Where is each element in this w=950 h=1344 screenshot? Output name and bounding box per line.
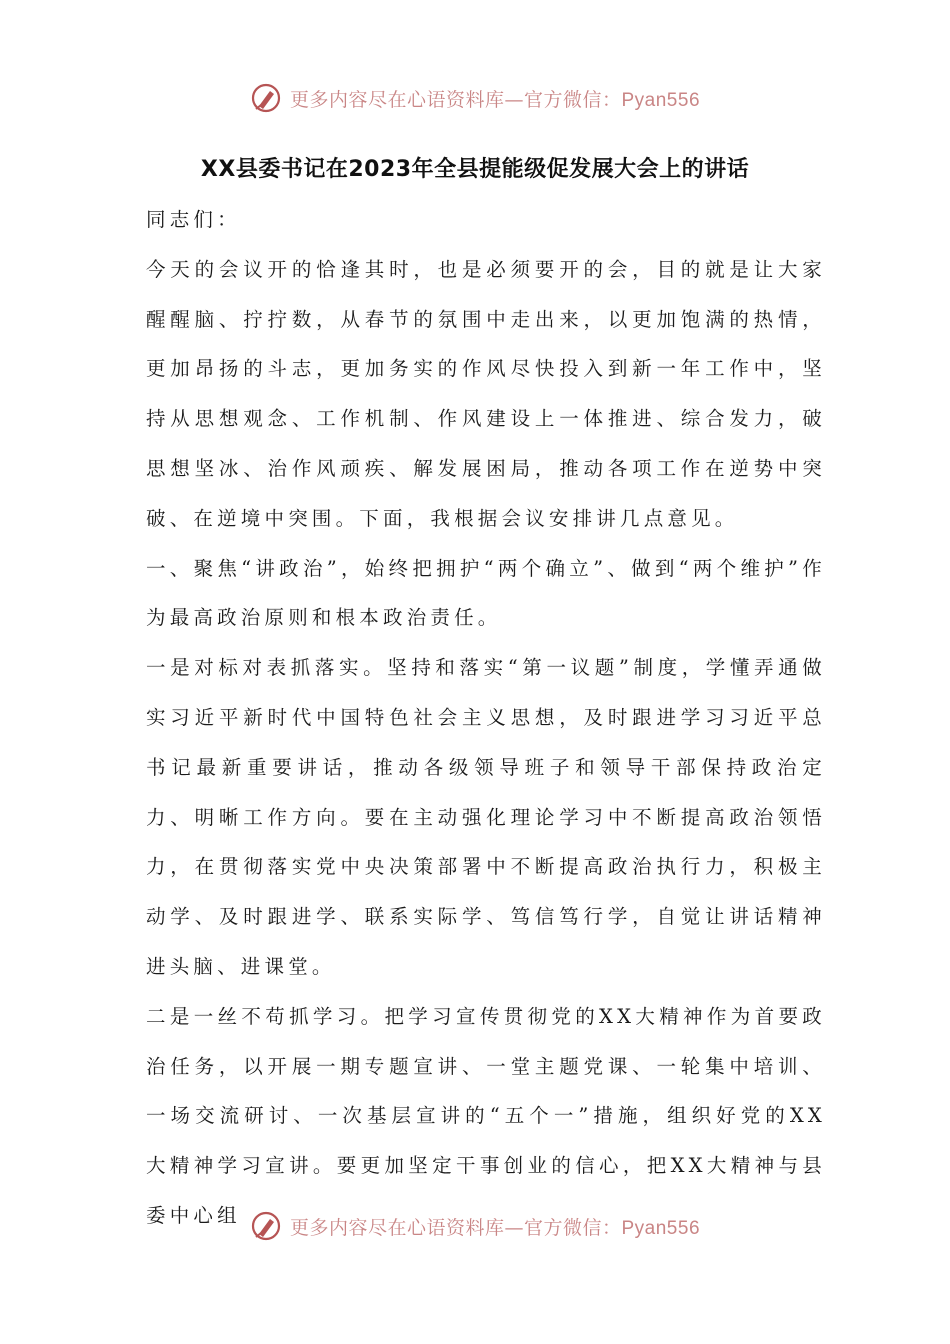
- pen-nib-circle-icon: [250, 1210, 282, 1242]
- header-watermark-banner: [0, 82, 950, 114]
- point-1-paragraph: 一是对标对表抓落实。坚持和落实“第一议题”制度，学懂弄通做实习近平新时代中国特色社会主义思想，及时跟进学习习近平总书记最新重要讲话，推动各级领导班子和领导干部保持政治定力、明晰工作方向。要在主动强化理论学习中不断提高政治领悟力，在贯彻落实党中央决策部署中不断提高政治执行力，积极主动学、及时跟进学、联系实际学、笃信笃行学，自觉让讲话精神进头脑、进课堂。: [146, 656, 826, 978]
- banner-text: [290, 85, 700, 112]
- section-heading-1: 一、聚焦“讲政治”，始终把拥护“两个确立”、做到“两个维护”作为最高政治原则和根本政治责任。: [146, 556, 826, 630]
- salutation: 同志们：: [146, 208, 241, 231]
- banner-wechat-id: Pyan556: [621, 1217, 701, 1239]
- footer-watermark-banner: [0, 1210, 950, 1242]
- point-2-paragraph: 二是一丝不苟抓学习。把学习宣传贯彻党的XX大精神作为首要政治任务，以开展一期专题宣讲、一堂主题党课、一轮集中培训、一场交流研讨、一次基层宣讲的“五个一”措施，组织好党的XX大精神学习宣讲。要更加坚定干事创业的信心，把XX大精神与县委中心组: [146, 1004, 826, 1227]
- pen-nib-circle-icon: [250, 82, 282, 114]
- banner-separator: —: [504, 1216, 524, 1239]
- banner-slogan: 更多内容尽在心语资料库: [289, 88, 505, 111]
- banner-wechat-label: 官方微信：: [523, 1216, 622, 1239]
- intro-paragraph: 今天的会议开的恰逢其时，也是必须要开的会，目的就是让大家醒醒脑、拧拧数，从春节的氛围中走出来，以更加饱满的热情，更加昂扬的斗志，更加务实的作风尽快投入到新一年工作中，坚持从思想观念、工作机制、作风建设上一体推进、综合发力，破思想坚冰、治作风顽疾、解发展困局，推动各项工作在逆势中突破、在逆境中突围。下面，我根据会议安排讲几点意见。: [146, 257, 826, 530]
- banner-separator: —: [504, 88, 524, 111]
- banner-text: [290, 1213, 700, 1240]
- document-body: [146, 195, 826, 1241]
- document-title: XX县委书记在2023年全县提能级促发展大会上的讲话: [200, 157, 750, 182]
- banner-wechat-label: 官方微信：: [523, 88, 622, 111]
- banner-slogan: 更多内容尽在心语资料库: [289, 1216, 505, 1239]
- banner-wechat-id: Pyan556: [621, 89, 701, 111]
